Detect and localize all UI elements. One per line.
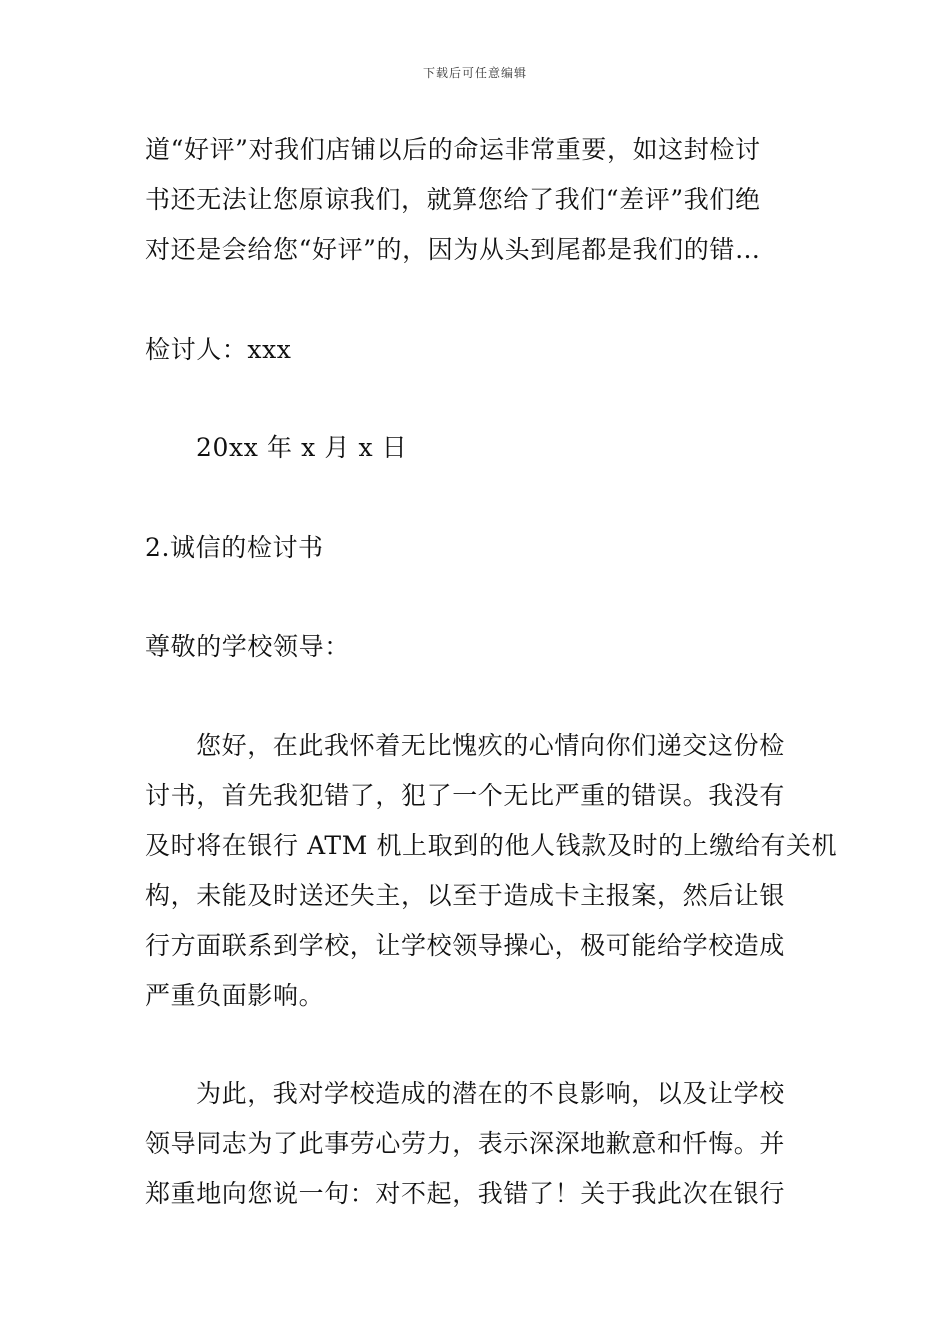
salutation: 尊敬的学校领导： (145, 632, 350, 661)
paragraph-line: 对还是会给您“好评”的，因为从头到尾都是我们的错… (145, 235, 761, 264)
signature-line: 检讨人：xxx (145, 335, 292, 364)
paragraph-line: 及时将在银行 ATM 机上取到的他人钱款及时的上缴给有关机 (145, 831, 838, 860)
paragraph-line: 书还无法让您原谅我们，就算您给了我们“差评”我们绝 (145, 185, 761, 214)
date-line: 20xx 年 x 月 x 日 (196, 433, 408, 462)
paragraph-line: 严重负面影响。 (145, 981, 325, 1010)
paragraph-line: 郑重地向您说一句：对不起，我错了！关于我此次在银行 (145, 1179, 786, 1208)
paragraph-line: 讨书，首先我犯错了，犯了一个无比严重的错误。我没有 (145, 781, 786, 810)
header-note: 下载后可任意编辑 (422, 66, 527, 80)
section-heading: 2.诚信的检讨书 (145, 533, 324, 562)
paragraph-line: 道“好评”对我们店铺以后的命运非常重要，如这封检讨 (145, 135, 761, 164)
paragraph-line: 您好，在此我怀着无比愧疚的心情向你们递交这份检 (196, 731, 785, 760)
paragraph-line: 领导同志为了此事劳心劳力，表示深深地歉意和忏悔。并 (145, 1129, 786, 1158)
paragraph-line: 行方面联系到学校，让学校领导操心，极可能给学校造成 (145, 931, 786, 960)
paragraph-line: 为此，我对学校造成的潜在的不良影响，以及让学校 (196, 1079, 785, 1108)
paragraph-line: 构，未能及时送还失主，以至于造成卡主报案，然后让银 (145, 881, 786, 910)
